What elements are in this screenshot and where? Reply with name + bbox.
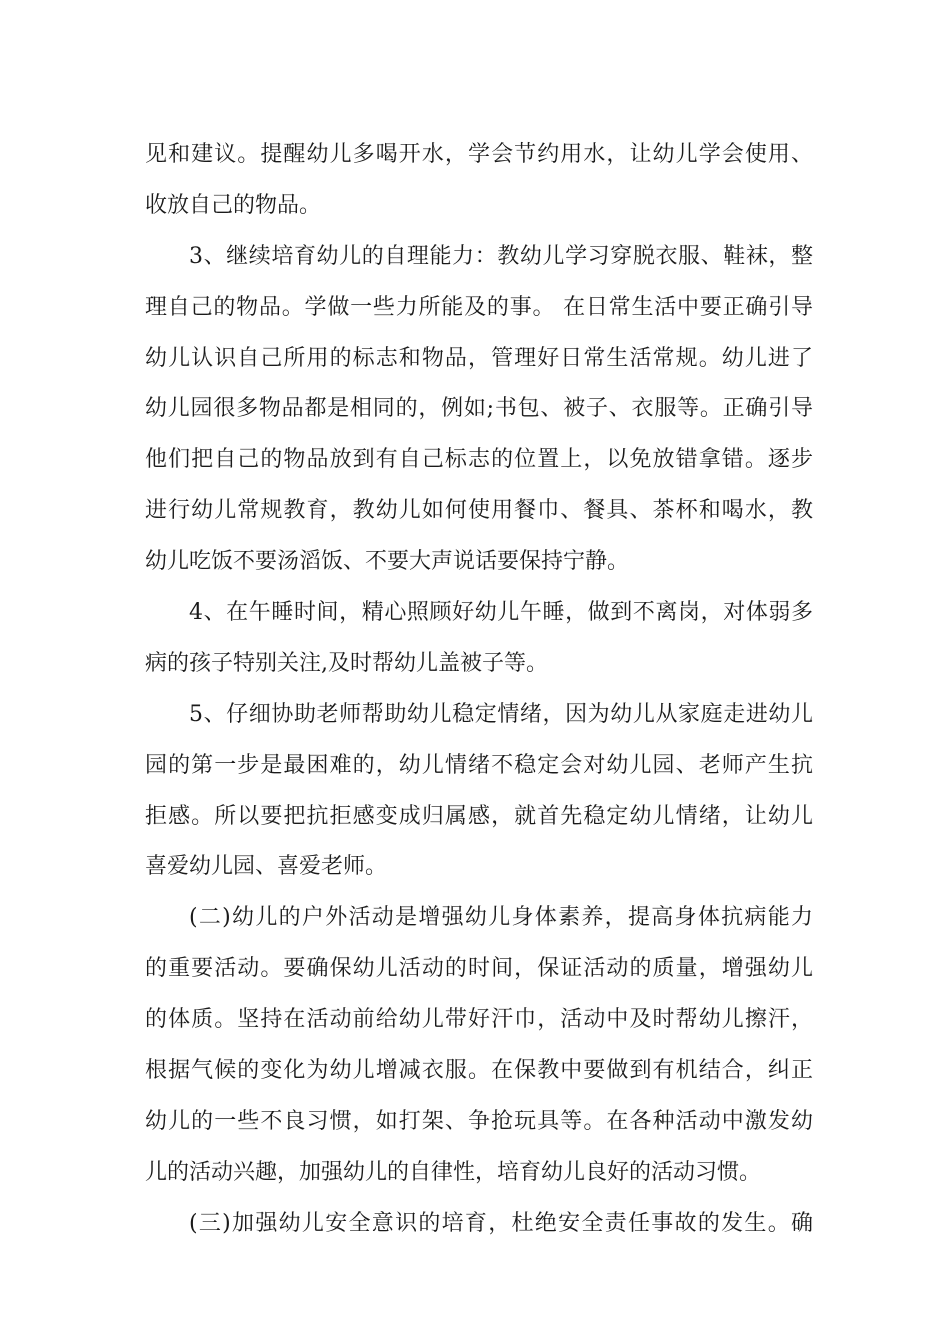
text-line-8: 进行幼儿常规教育，教幼儿如何使用餐巾、餐具、茶杯和喝水，教 <box>145 498 813 524</box>
text-line-9: 幼儿吃饭不要汤滔饭、不要大声说话要保持宁静。 <box>145 549 630 575</box>
text-line-12: 5、仔细协助老师帮助幼儿稳定情绪，因为幼儿从家庭走进幼儿 <box>189 701 813 727</box>
document-body <box>145 130 813 1250</box>
text-line-10: 4、在午睡时间，精心照顾好幼儿午睡，做到不离岗，对体弱多 <box>189 600 813 626</box>
text-line-22: (三)加强幼儿安全意识的培育，杜绝安全责任事故的发生。确 <box>189 1210 813 1236</box>
text-line-2: 收放自己的物品。 <box>145 192 322 218</box>
text-line-15: 喜爱幼儿园、喜爱老师。 <box>145 854 388 880</box>
text-line-13: 园的第一步是最困难的，幼儿情绪不稳定会对幼儿园、老师产生抗 <box>145 752 813 778</box>
text-line-5: 幼儿认识自己所用的标志和物品，管理好日常生活常规。幼儿进了 <box>145 345 813 371</box>
text-line-19: 根据气候的变化为幼儿增减衣服。在保教中要做到有机结合，纠正 <box>145 1058 813 1084</box>
text-line-7: 他们把自己的物品放到有自己标志的位置上，以免放错拿错。逐步 <box>145 447 813 473</box>
text-line-1: 见和建议。提醒幼儿多喝开水，学会节约用水，让幼儿学会使用、 <box>145 142 813 167</box>
text-line-14: 拒感。所以要把抗拒感变成归属感，就首先稳定幼儿情绪，让幼儿 <box>145 803 813 829</box>
text-line-11: 病的孩子特别关注,及时帮幼儿盖被子等。 <box>145 650 548 676</box>
text-line-3: 3、继续培育幼儿的自理能力：教幼儿学习穿脱衣服、鞋袜，整 <box>189 243 813 269</box>
text-line-20: 幼儿的一些不良习惯，如打架、争抢玩具等。在各种活动中激发幼 <box>145 1108 813 1134</box>
text-line-18: 的体质。坚持在活动前给幼儿带好汗巾，活动中及时帮幼儿擦汗， <box>145 1007 813 1033</box>
text-line-16: (二)幼儿的户外活动是增强幼儿身体素养，提高身体抗病能力 <box>189 905 813 931</box>
text-line-17: 的重要活动。要确保幼儿活动的时间，保证活动的质量，增强幼儿 <box>145 956 813 982</box>
text-line-4: 理自己的物品。学做一些力所能及的事。 在日常生活中要正确引导 <box>145 294 813 320</box>
text-line-6: 幼儿园很多物品都是相同的，例如;书包、被子、衣服等。正确引导 <box>145 396 813 422</box>
text-line-21: 儿的活动兴趣，加强幼儿的自律性，培育幼儿良好的活动习惯。 <box>145 1159 762 1185</box>
